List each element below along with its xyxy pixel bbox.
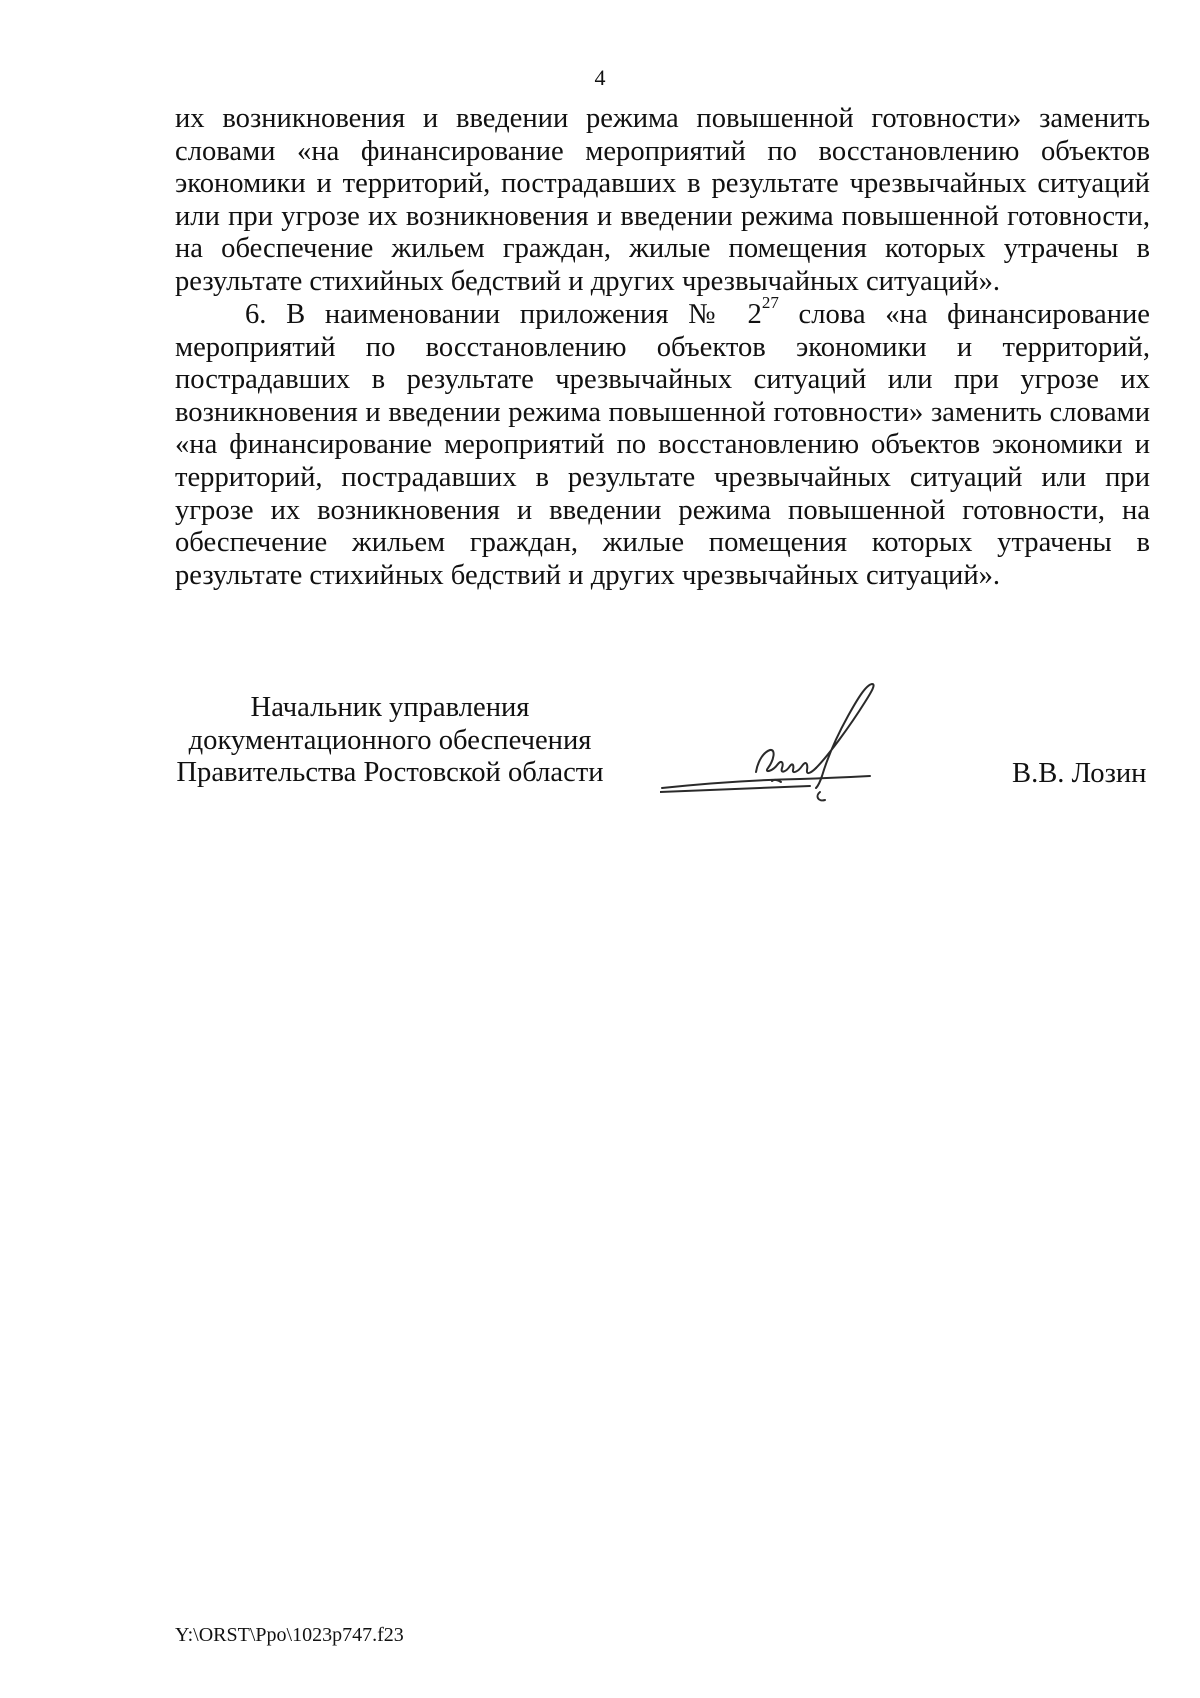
- file-path-footer: Y:\ORST\Ppo\1023p747.f23: [175, 1624, 404, 1646]
- page-number: 4: [594, 65, 606, 90]
- item-superscript: 27: [761, 293, 779, 313]
- signer-name: В.В. Лозин: [1012, 758, 1147, 789]
- paragraph-item-6: [175, 293, 1150, 592]
- body-text-item-6: [175, 293, 1150, 592]
- item-number: 6.: [245, 299, 267, 330]
- signatory-title-line: Правительства Ростовской области: [176, 757, 604, 789]
- item-lead: В наименовании приложения № 2: [286, 299, 762, 330]
- item-rest: слова «на финансирование мероприятий по восстановлению объектов экономики и территорий, пострадавших в результате чрезвычайных ситуаций или при угрозе их возникновения и введении режима повышенной готовности» заменить словами «на финансирование мероприятий по восстановлению объектов экономики и территорий, пострадавших в результате чрезвычайных ситуаций или при угрозе их возникновения и введении режима повышенной готовности, на обеспечение жильем граждан, жилые помещения которых утрачены в результате стихийных бедствий и других чрезвычайных ситуаций».: [175, 299, 1150, 591]
- signatory-title-line: Начальник управления: [250, 692, 530, 723]
- handwritten-signature: [660, 680, 950, 810]
- signatory-title-line: документационного обеспечения: [188, 724, 592, 756]
- body-text-continuation: [175, 103, 1150, 299]
- signatory-title: [175, 692, 605, 790]
- paragraph-continuation: их возникновения и введении режима повышенной готовности» заменить словами «на финансирование мероприятий по восстановлению объектов экономики и территорий, пострадавших в результате чрезвычайных ситуаций или при угрозе их возникновения и введении режима повышенной готовности, на обеспечение жильем граждан, жилые помещения которых утрачены в результате стихийных бедствий и других чрезвычайных ситуаций».: [175, 103, 1150, 297]
